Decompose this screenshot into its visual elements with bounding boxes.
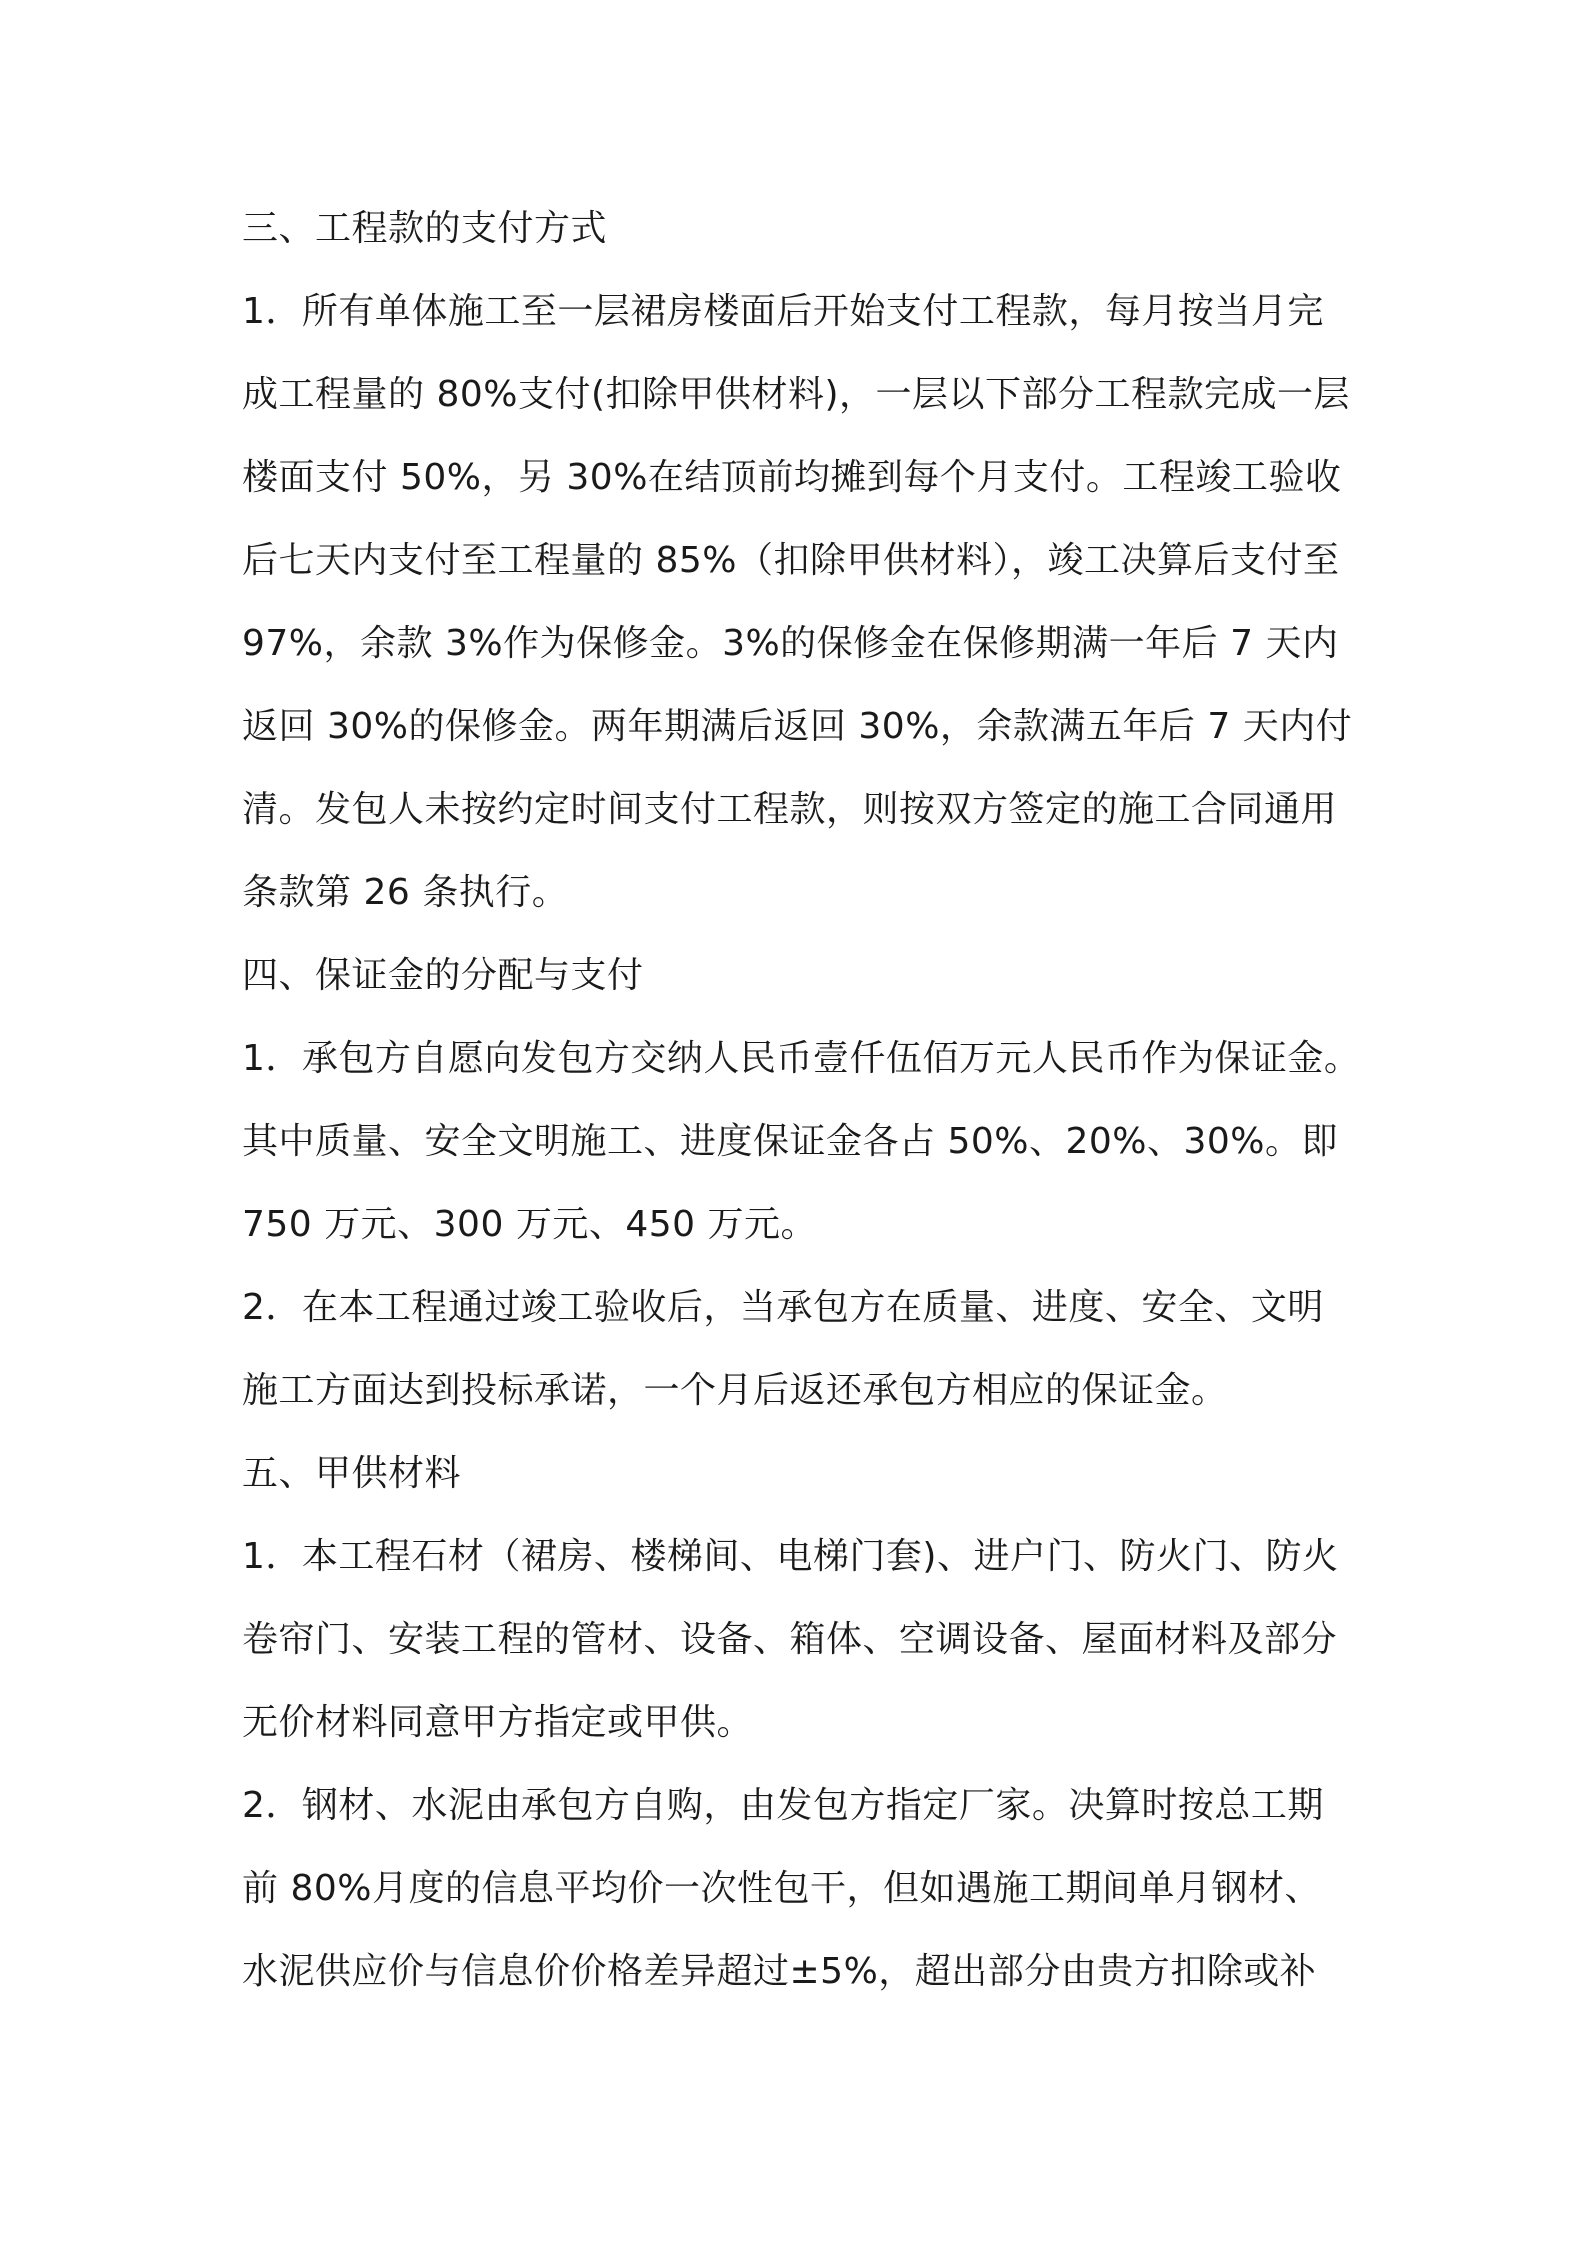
paragraph-line: 1．所有单体施工至一层裙房楼面后开始支付工程款，每月按当月完 bbox=[242, 291, 1324, 332]
paragraph-line: 2．在本工程通过竣工验收后，当承包方在质量、进度、安全、文明 bbox=[242, 1287, 1324, 1328]
section-heading-deposit: 四、保证金的分配与支付 bbox=[242, 955, 644, 996]
section-heading-payment: 三、工程款的支付方式 bbox=[242, 208, 608, 249]
paragraph-line: 前 80%月度的信息平均价一次性包干，但如遇施工期间单月钢材、 bbox=[242, 1868, 1321, 1909]
paragraph-line: 清。发包人未按约定时间支付工程款，则按双方签定的施工合同通用 bbox=[242, 789, 1338, 830]
paragraph-line: 后七天内支付至工程量的 85%（扣除甲供材料），竣工决算后支付至 bbox=[242, 540, 1340, 581]
paragraph-line: 无价材料同意甲方指定或甲供。 bbox=[242, 1702, 754, 1743]
paragraph-line: 卷帘门、安装工程的管材、设备、箱体、空调设备、屋面材料及部分 bbox=[242, 1619, 1338, 1660]
paragraph-line: 楼面支付 50%，另 30%在结顶前均摊到每个月支付。工程竣工验收 bbox=[242, 457, 1342, 498]
paragraph-line: 施工方面达到投标承诺，一个月后返还承包方相应的保证金。 bbox=[242, 1370, 1228, 1411]
paragraph-line: 水泥供应价与信息价价格差异超过±5%，超出部分由贵方扣除或补 bbox=[242, 1951, 1317, 1992]
paragraph-line: 97%，余款 3%作为保修金。3%的保修金在保修期满一年后 7 天内 bbox=[242, 623, 1339, 664]
paragraph-line: 条款第 26 条执行。 bbox=[242, 872, 569, 913]
section-heading-materials: 五、甲供材料 bbox=[242, 1453, 462, 1494]
paragraph-line: 750 万元、300 万元、450 万元。 bbox=[242, 1204, 817, 1245]
paragraph-line: 2．钢材、水泥由承包方自购，由发包方指定厂家。决算时按总工期 bbox=[242, 1785, 1324, 1826]
paragraph-line: 返回 30%的保修金。两年期满后返回 30%，余款满五年后 7 天内付 bbox=[242, 706, 1353, 747]
paragraph-line: 1．本工程石材（裙房、楼梯间、电梯门套)、进户门、防火门、防火 bbox=[242, 1536, 1339, 1577]
paragraph-line: 其中质量、安全文明施工、进度保证金各占 50%、20%、30%。即 bbox=[242, 1121, 1338, 1162]
paragraph-line: 成工程量的 80%支付(扣除甲供材料)，一层以下部分工程款完成一层 bbox=[242, 374, 1351, 415]
paragraph-line: 1．承包方自愿向发包方交纳人民币壹仟伍佰万元人民币作为保证金。 bbox=[242, 1038, 1361, 1079]
